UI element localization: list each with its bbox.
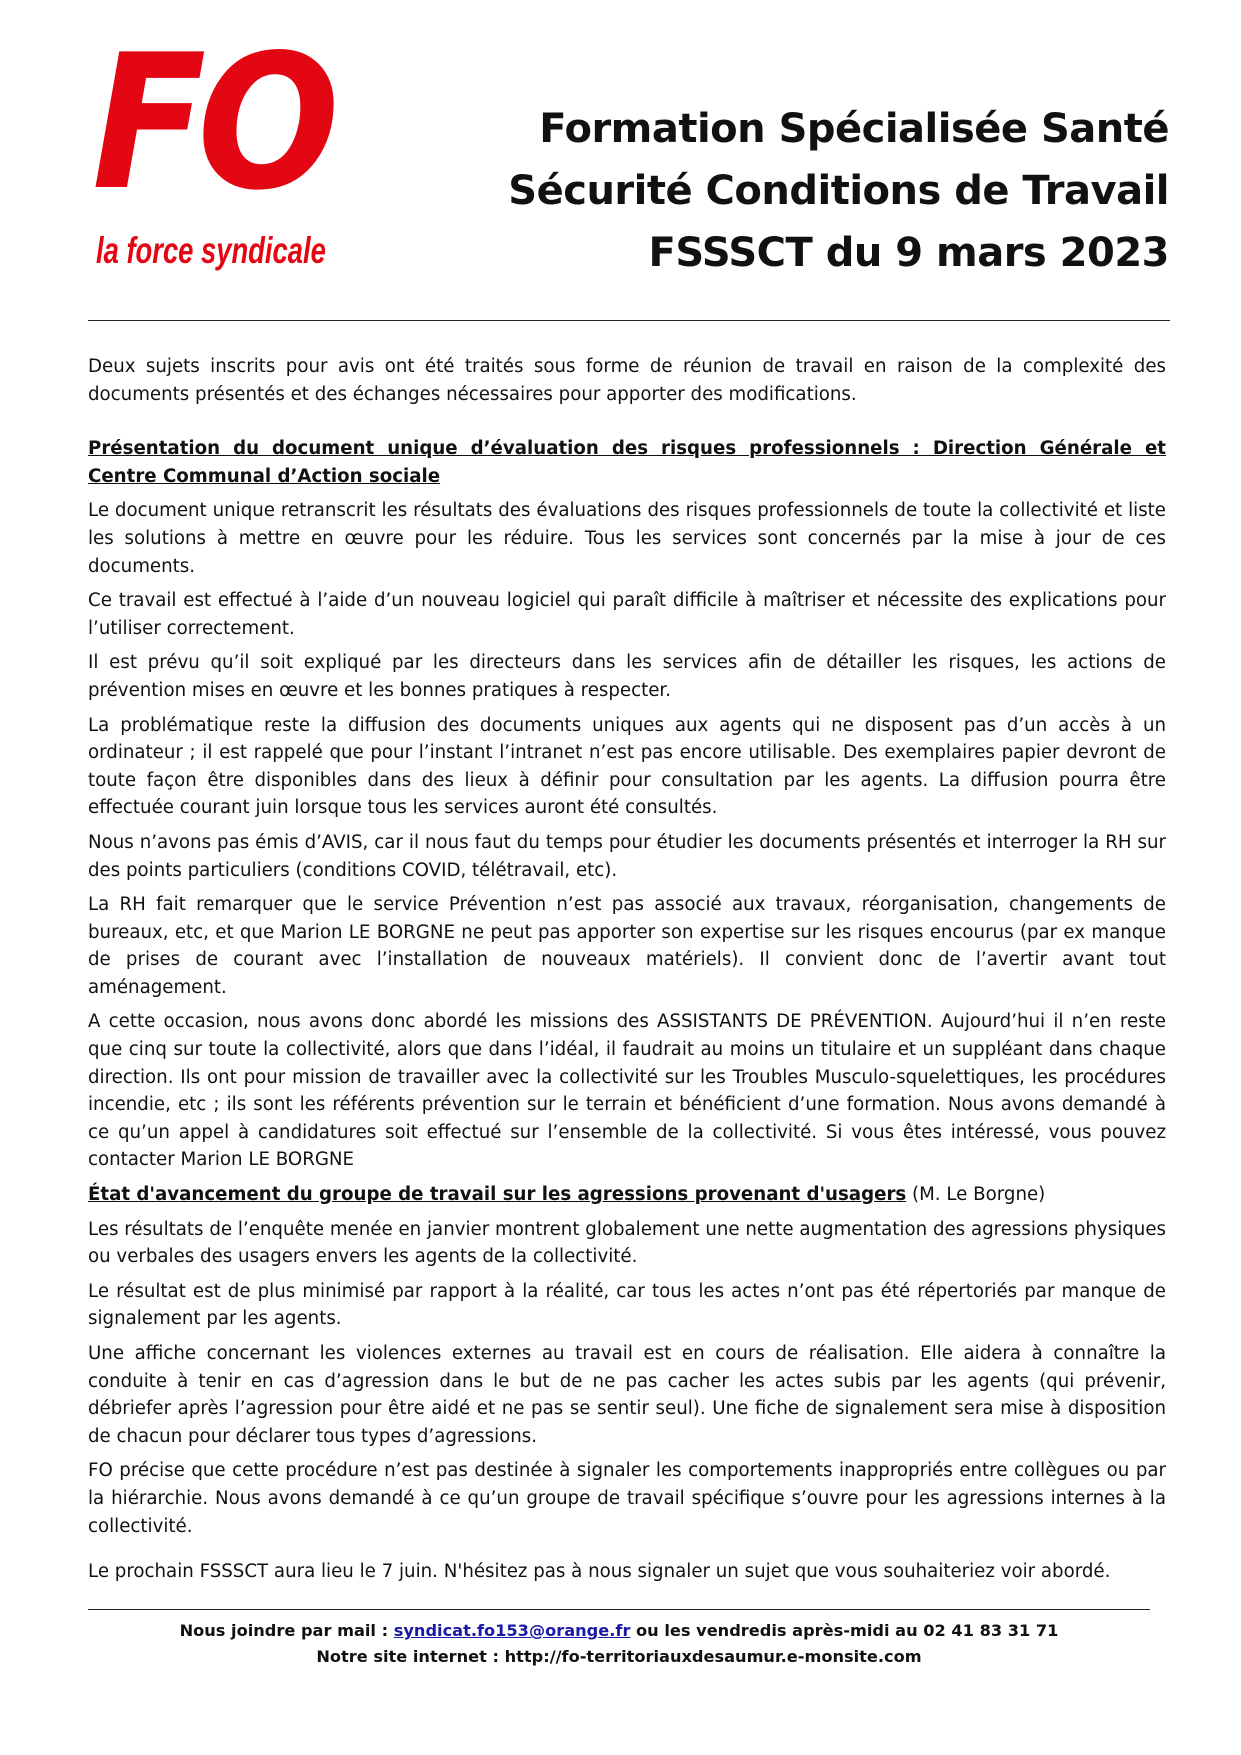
fo-logo [92, 14, 331, 288]
title-line-1: Formation Spécialisée Santé [539, 106, 1169, 152]
document-body [88, 353, 1166, 1593]
section-1-paragraph: Le document unique retranscrit les résultats des évaluations des risques professionnels de toute la collectivité et liste les solutions à mettre en œuvre pour les réduire. Tous les services sont concernés par la mise à jour de ces documents. [88, 500, 1166, 577]
section-1-paragraph: A cette occasion, nous avons donc abordé les missions des ASSISTANTS DE PRÉVENTION. Aujourd’hui il n’en reste que cinq sur toute la collectivité, alors que dans l’idéal, il faudrait au moins un titulaire et un suppléant dans chaque direction. Ils ont pour mission de travailler avec la collectivité sur les Troubles Musculo-squelettiques, les procédures incendie, etc ; ils sont les référents prévention sur le terrain et bénéficient d’une formation. Nous avons demandé à ce qu’un appel à candidatures soit effectué sur l’ensemble de la collectivité. Si vous êtes intéressé, vous pouvez contacter Marion LE BORGNE [88, 1011, 1166, 1171]
footer-website-line: Notre site internet : http://fo-territoriauxdesaumur.e-monsite.com [316, 1647, 922, 1666]
footer [88, 1618, 1150, 1670]
section-1-paragraph: La problématique reste la diffusion des documents uniques aux agents qui ne disposent pas d’un accès à un ordinateur ; il est rappelé que pour l’instant l’intranet n’est pas encore utilisable. Des exemplaires papier devront de toute façon être disponibles dans des lieux à définir pour consultation par les agents. La diffusion pourra être effectuée courant juin lorsque tous les services auront été consultés. [88, 714, 1166, 819]
intro-paragraph: Deux sujets inscrits pour avis ont été traités sous forme de réunion de travail en raison de la complexité des documents présentés et des échanges nécessaires pour apporter des modifications. [88, 356, 1166, 405]
section-1-paragraph: La RH fait remarquer que le service Prévention n’est pas associé aux travaux, réorganisation, changements de bureaux, etc, et que Marion LE BORGNE ne peut pas apporter son expertise sur les risques encourus (par ex manque de prises de courant avec l’installation de nouveaux matériels). Il convient donc de l’avertir avant tout aménagement. [88, 894, 1166, 998]
section-1-paragraph: Nous n’avons pas émis d’AVIS, car il nous faut du temps pour étudier les documents présentés et interroger la RH sur des points particuliers (conditions COVID, télétravail, etc). [88, 831, 1166, 881]
closing-paragraph: Le prochain FSSSCT aura lieu le 7 juin. N'hésitez pas à nous signaler un sujet que vous souhaiteriez voir abordé. [88, 1561, 1111, 1583]
section-2-heading-line [88, 1181, 1166, 1209]
section-1-heading: Présentation du document unique d’évaluation des risques professionnels : Direction Générale et Centre Communal d’Action sociale [88, 438, 1166, 487]
page-title [508, 98, 1169, 284]
footer-divider [88, 1609, 1150, 1610]
section-2-heading: État d'avancement du groupe de travail sur les agressions provenant d'usagers [88, 1184, 907, 1206]
footer-mail-label: Nous joindre par mail : [179, 1621, 394, 1640]
footer-phone-text: ou les vendredis après-midi au 02 41 83 31 71 [630, 1621, 1059, 1640]
section-1-paragraph: Ce travail est effectué à l’aide d’un nouveau logiciel qui paraît difficile à maîtriser et nécessite des explications pour l’utiliser correctement. [88, 590, 1166, 639]
email-link[interactable]: syndicat.fo153@orange.fr [393, 1621, 631, 1640]
footer-contact-line [88, 1618, 1150, 1644]
logo-text: FO [92, 14, 331, 231]
section-2-paragraph: Une affiche concernant les violences externes au travail est en cours de réalisation. Elle aidera à connaître la conduite à tenir en cas d’agression dans le but de ne pas cacher les actes subis par les agents (qui prévenir, débriefer après l’agression pour être aidé et ne pas se sentir seul). Une fiche de signalement sera mise à disposition de chacun pour déclarer tous types d’agressions. [88, 1343, 1166, 1447]
title-line-3: FSSSCT du 9 mars 2023 [648, 230, 1169, 276]
section-2-paragraph: FO précise que cette procédure n’est pas destinée à signaler les comportements inappropriés entre collègues ou par la hiérarchie. Nous avons demandé à ce qu’un groupe de travail spécifique s’ouvre pour les agressions internes à la collectivité. [88, 1460, 1166, 1537]
logo-tagline: la force syndicale [96, 230, 326, 271]
section-2-heading-note: (M. Le Borgne) [906, 1184, 1046, 1206]
section-1-paragraph: Il est prévu qu’il soit expliqué par les directeurs dans les services afin de détailler les risques, les actions de prévention mises en œuvre et les bonnes pratiques à respecter. [88, 652, 1166, 701]
title-line-2: Sécurité Conditions de Travail [508, 168, 1169, 214]
section-2-paragraph: Le résultat est de plus minimisé par rapport à la réalité, car tous les actes n’ont pas été répertoriés par manque de signalement par les agents. [88, 1280, 1166, 1330]
header-divider [88, 320, 1170, 321]
section-2-paragraph: Les résultats de l’enquête menée en janvier montrent globalement une nette augmentation des agressions physiques ou verbales des usagers envers les agents de la collectivité. [88, 1218, 1166, 1268]
